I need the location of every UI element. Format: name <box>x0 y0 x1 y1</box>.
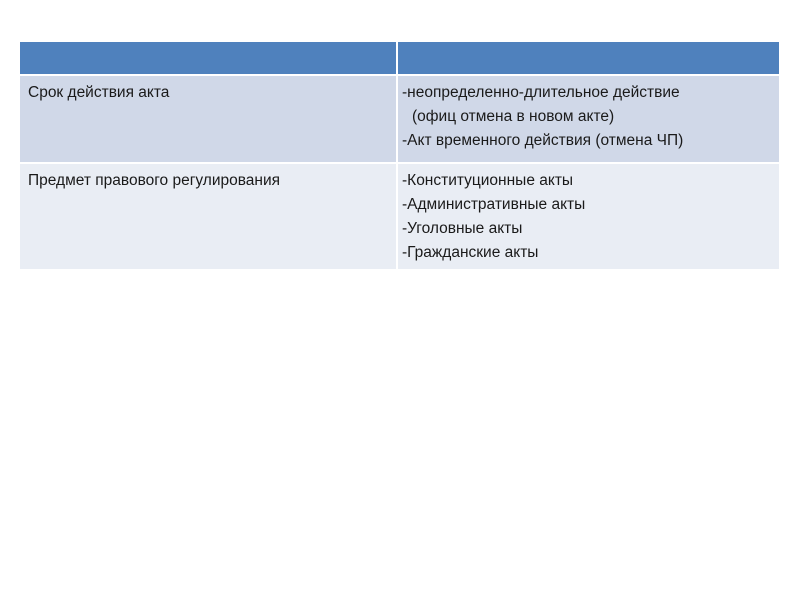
value-line: -Административные акты <box>402 196 586 213</box>
header-cell-2 <box>397 42 780 75</box>
row-value-validity <box>397 75 780 163</box>
row-value-subject <box>397 163 780 270</box>
header-cell-1 <box>20 42 397 75</box>
value-line: -Акт временного действия (отмена ЧП) <box>402 132 684 149</box>
value-line: -неопределенно-длительное действие <box>402 84 680 101</box>
comparison-table <box>20 42 781 271</box>
value-line: -Гражданские акты <box>402 244 539 261</box>
table-row <box>20 163 780 270</box>
table-row <box>20 75 780 163</box>
value-line: (офиц отмена в новом акте) <box>412 108 615 125</box>
row-label-validity: Срок действия акта <box>20 75 397 163</box>
value-line: -Уголовные акты <box>402 220 523 237</box>
value-line: -Конституционные акты <box>402 172 574 189</box>
row-label-subject: Предмет правового регулирования <box>20 163 397 270</box>
table-header-row <box>20 42 780 75</box>
